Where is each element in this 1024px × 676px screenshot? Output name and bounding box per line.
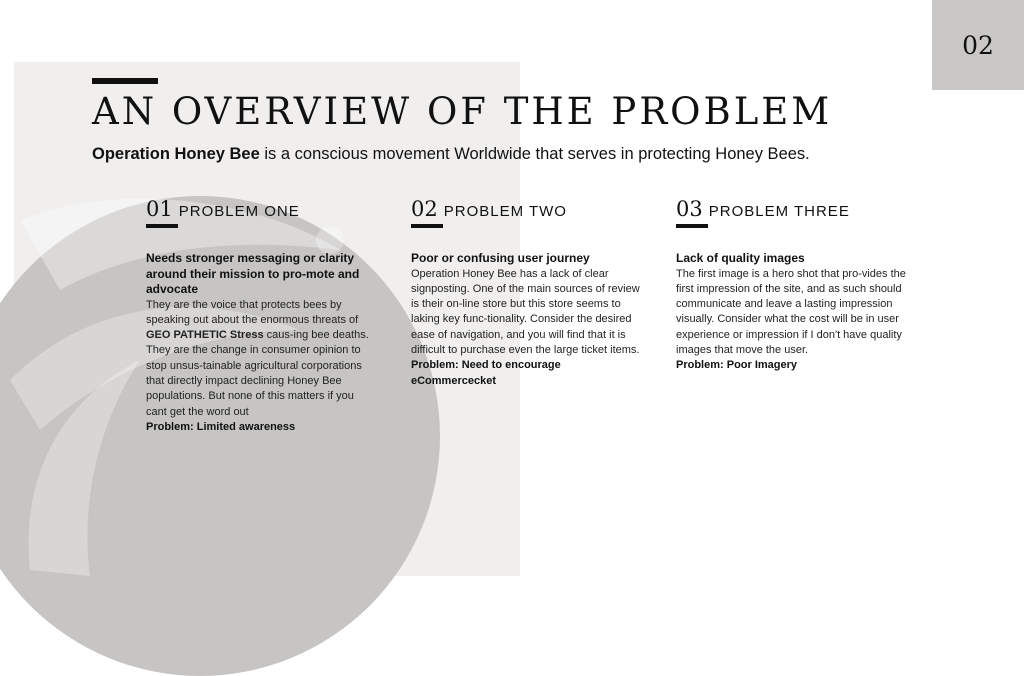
problem-heading [146,197,376,221]
problem-lead: Poor or confusing user journey [411,251,590,265]
problem-column-three [676,197,906,374]
problem-label: PROBLEM ONE [178,203,300,220]
problem-body: Operation Honey Bee has a lack of clear signposting. One of the main sources of review is their on-line store but this store seems to laking key func-tionality. Consider the desired ease of navigation, and you will find that it is difficult to purchase even the large ticket items. [411,267,640,356]
problem-label: PROBLEM THREE [708,203,850,220]
problem-accent-bar [146,224,178,228]
problem-accent-bar [411,224,443,228]
problem-number: 02 [411,197,438,221]
page-subtitle [92,143,810,165]
problem-summary: Problem: Need to encourage eCommercecket [411,359,561,387]
problem-body: The first image is a hero shot that pro-vides the first impression of the site, and as such should communicate and leave a lasting impression visually. Consider what the cost will be in user experience or impression if I don't have quality images that move the user. [676,267,906,356]
page-number-box [932,0,1024,90]
problem-accent-bar [676,224,708,228]
problem-column-two [411,197,641,389]
problem-body-text: caus-ing bee deaths. They are the change in consumer opinion to stop unsus-tainable agricultural corporations that directly impact declining Honey Bee populations. But none of this matters if you cant get the word out [146,329,369,418]
subtitle-text: is a conscious movement Worldwide that serves in protecting Honey Bees. [259,145,810,163]
problem-label: PROBLEM TWO [443,203,567,220]
problem-number: 01 [146,197,173,221]
problem-lead: Needs stronger messaging or clarity around their mission to pro-mote and advocate [146,251,360,296]
problem-summary: Problem: Poor Imagery [676,359,798,372]
subtitle-brand: Operation Honey Bee [92,145,260,163]
problem-number: 03 [676,197,703,221]
page-number: 02 [962,30,994,60]
problem-body [146,298,376,420]
problem-body-emphasis: GEO PATHETIC Stress [146,329,264,342]
problem-summary: Problem: Limited awareness [146,420,296,433]
title-accent-bar [92,78,158,84]
problem-heading [676,197,906,221]
problem-column-one [146,197,376,435]
problem-body-text: They are the voice that protects bees by speaking out about the enormous threats of [146,298,359,326]
problem-lead: Lack of quality images [676,251,805,265]
problem-heading [411,197,641,221]
page-title: AN OVERVIEW OF THE PROBLEM [92,90,833,133]
